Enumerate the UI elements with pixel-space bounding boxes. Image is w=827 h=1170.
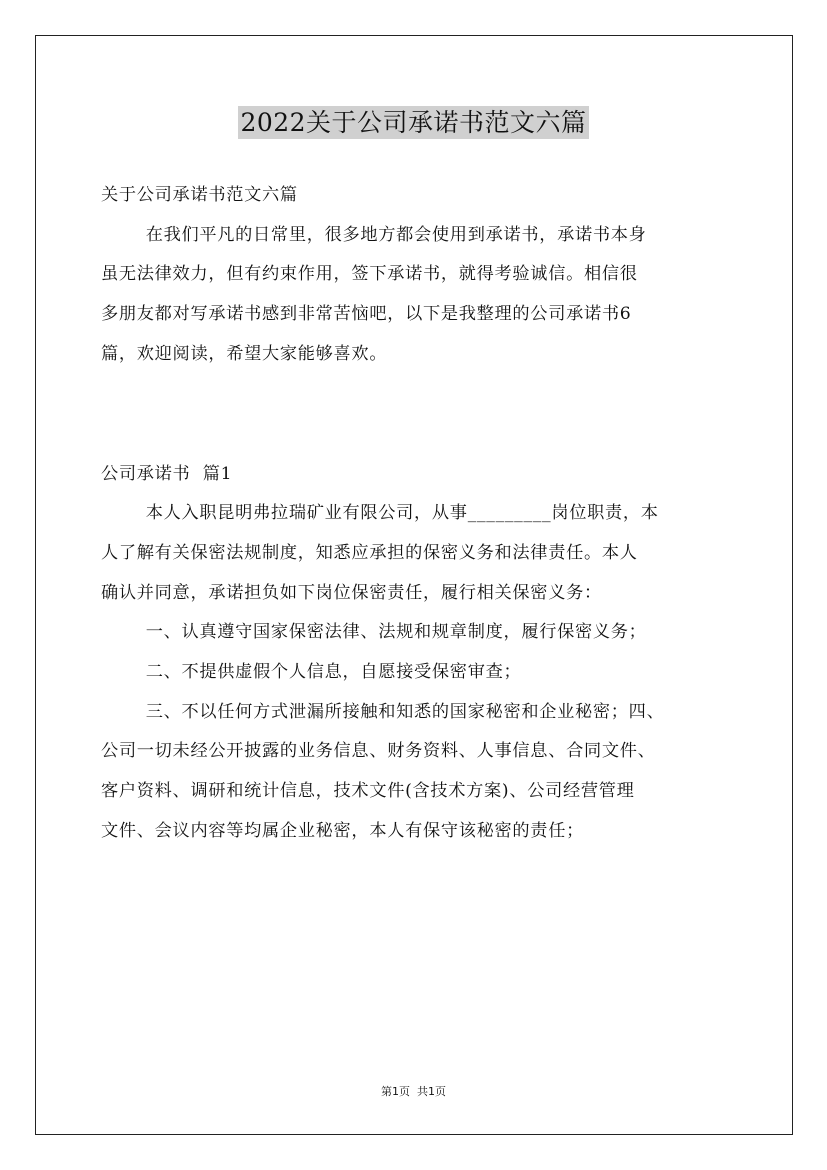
section-heading: 公司承诺书 篇1	[101, 463, 233, 484]
document-body	[101, 176, 741, 852]
list-item-line: 文件、会议内容等均属企业秘密，本人有保守该秘密的责任；	[101, 820, 584, 841]
list-item: 一、认真遵守国家保密法律、法规和规章制度，履行保密义务；	[145, 622, 647, 643]
intro-line: 篇，欢迎阅读，希望大家能够喜欢。	[101, 343, 388, 364]
section-line: 人了解有关保密法规制度，知悉应承担的保密义务和法律责任。本人	[101, 542, 638, 563]
section-line: 本人入职昆明弗拉瑞矿业有限公司，从事_________岗位职责，本	[145, 503, 659, 524]
intro-line: 虽无法律效力，但有约束作用，签下承诺书，就得考验诚信。相信很	[101, 264, 638, 285]
intro-line: 多朋友都对写承诺书感到非常苦恼吧，以下是我整理的公司承诺书6	[101, 304, 632, 325]
paragraph-gap	[101, 375, 741, 455]
title-highlight: 2022关于公司承诺书范文六篇	[240, 108, 587, 137]
list-item-line: 公司一切未经公开披露的业务信息、财务资料、人事信息、合同文件、	[101, 741, 656, 762]
section-line: 确认并同意，承诺担负如下岗位保密责任，履行相关保密义务：	[101, 582, 602, 603]
subtitle: 关于公司承诺书范文六篇	[101, 185, 298, 205]
list-item-line: 三、不以任何方式泄漏所接触和知悉的国家秘密和企业秘密；四、	[145, 701, 665, 722]
intro-line: 在我们平凡的日常里，很多地方都会使用到承诺书，承诺书本身	[145, 224, 647, 245]
list-item: 二、不提供虚假个人信息，自愿接受保密审查；	[145, 662, 522, 683]
document-title	[0, 101, 827, 145]
page-footer: 第1页 共1页	[381, 1085, 446, 1098]
list-item-line: 客户资料、调研和统计信息，技术文件(含技术方案)、公司经营管理	[101, 781, 635, 802]
